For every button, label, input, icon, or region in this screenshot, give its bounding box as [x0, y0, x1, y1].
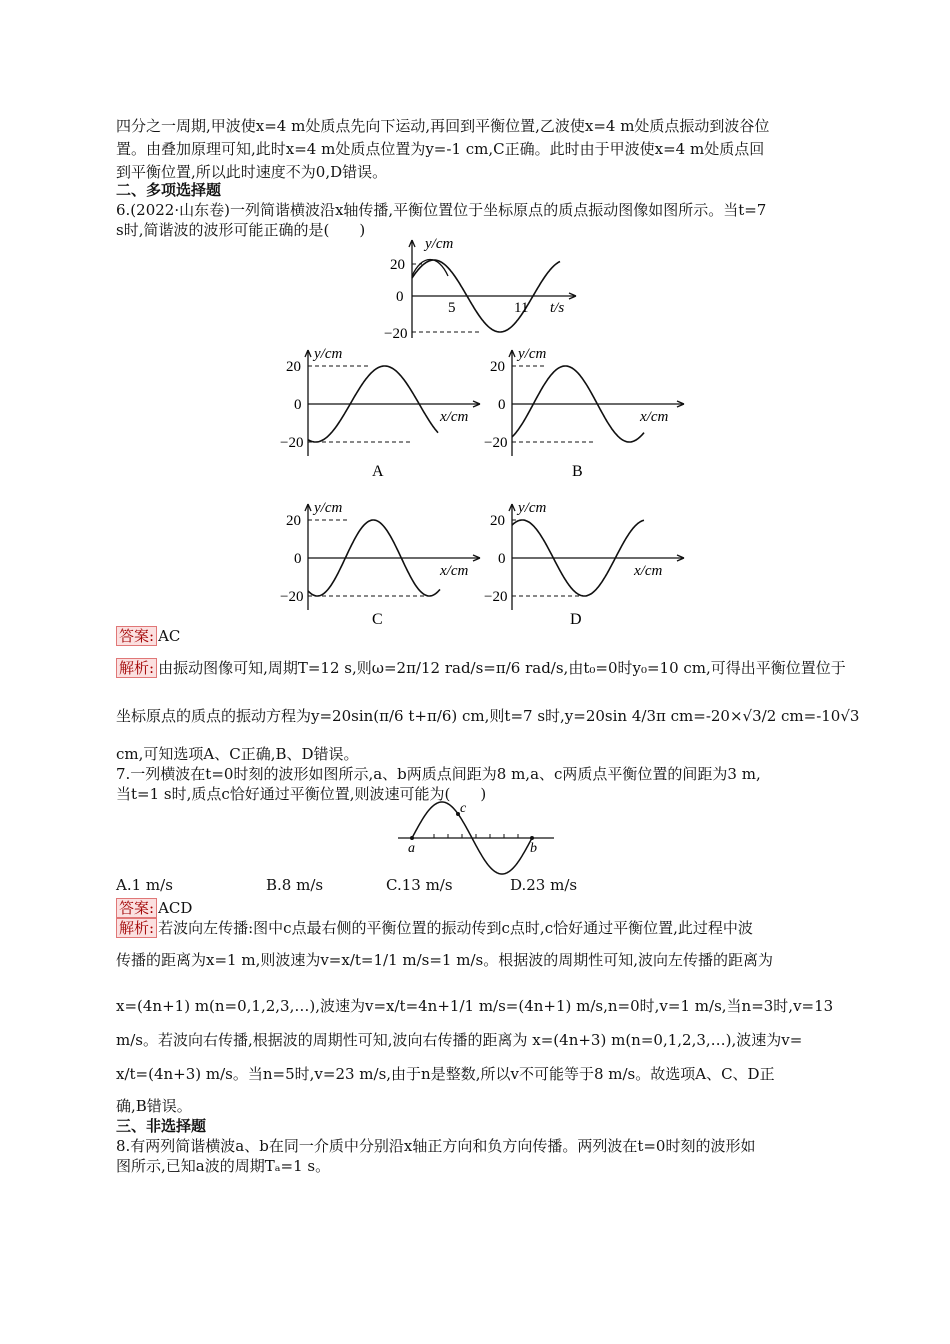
q7-analysis-line: 解析: 若波向左传播:图中c点最右侧的平衡位置的振动传到c点时,c恰好通过平衡位置,此过程中波 — [116, 918, 753, 938]
question-8-line: 图所示,已知a波的周期Tₐ=1 s。 — [116, 1157, 331, 1175]
wave-graph-b — [484, 344, 694, 484]
point-label: a — [408, 841, 415, 856]
wave-tick-y: −20 — [280, 435, 304, 451]
wave-tick-y: 20 — [286, 513, 301, 529]
wave-y-label: y/cm — [518, 500, 547, 516]
q6-analysis-line: 解析: 由振动图像可知,周期T=12 s,则ω=2π/12 rad/s=π/6 rad/s,由t₀=0时y₀=10 cm,可得出平衡位置位于 — [116, 658, 846, 678]
vib-tick-x: 11 — [514, 300, 529, 316]
question-6-line: s时,简谐波的波形可能正确的是( ) — [116, 221, 366, 239]
section-title: 二、多项选择题 — [116, 181, 222, 199]
question-6-line: 6.(2022·山东卷)一列简谐横波沿x轴传播,平衡位置位于坐标原点的质点振动图像如图所示。当t=7 — [116, 201, 767, 219]
vib-tick-y: 0 — [396, 289, 404, 305]
q6-answer — [116, 626, 180, 646]
wave-tick-y: −20 — [280, 589, 304, 605]
vib-x-label: t/s — [550, 300, 565, 316]
wave-tick-y: 0 — [498, 397, 506, 413]
q7-analysis-line: 传播的距离为x=1 m,则波速为v=x/t=1/1 m/s=1 m/s。根据波的周期性可知,波向左传播的距离为 — [116, 951, 773, 969]
wave-tick-y: 0 — [294, 397, 302, 413]
answer-tag: 答案: — [116, 898, 157, 918]
option-c: C.13 m/s — [386, 876, 453, 894]
vib-tick-y: −20 — [384, 326, 408, 342]
option-label: A — [372, 463, 384, 480]
question-7-line: 当t=1 s时,质点c恰好通过平衡位置,则波速可能为( ) — [116, 785, 487, 803]
wave-tick-y: 20 — [490, 359, 505, 375]
q7-wave-figure — [392, 800, 562, 876]
wave-y-label: y/cm — [314, 346, 343, 362]
intro-line: 置。由叠加原理可知,此时x=4 m处质点位置为y=-1 cm,C正确。此时由于甲波使x=4 m处质点回 — [116, 140, 765, 158]
point-label: b — [530, 841, 537, 856]
q6-analysis-line: cm,可知选项A、C正确,B、D错误。 — [116, 745, 359, 763]
wave-tick-y: −20 — [484, 589, 508, 605]
question-8-line: 8.有两列简谐横波a、b在同一介质中分别沿x轴正方向和负方向传播。两列波在t=0时刻的波形如 — [116, 1137, 756, 1155]
answer-text: ACD — [158, 899, 193, 917]
wave-x-label: x/cm — [440, 563, 469, 579]
wave-x-label: x/cm — [640, 409, 669, 425]
q7-analysis-line: x/t=(4n+3) m/s。当n=5时,v=23 m/s,由于n是整数,所以v不可能等于8 m/s。故选项A、C、D正 — [116, 1065, 775, 1083]
wave-y-label: y/cm — [314, 500, 343, 516]
q6-analysis-line: 坐标原点的质点的振动方程为y=20sin(π/6 t+π/6) cm,则t=7 s时,y=20sin 4/3π cm=-20×√3/2 cm=-10√3 — [116, 707, 860, 725]
vib-tick-x: 5 — [448, 300, 456, 316]
analysis-tag: 解析: — [116, 658, 157, 678]
option-label: B — [572, 463, 583, 480]
question-7-line: 7.一列横波在t=0时刻的波形如图所示,a、b两质点间距为8 m,a、c两质点平衡位置的间距为3 m, — [116, 765, 761, 783]
wave-graph-c — [280, 498, 490, 638]
analysis-tag: 解析: — [116, 918, 157, 938]
wave-graph-a — [280, 344, 490, 484]
wave-y-label: y/cm — [518, 346, 547, 362]
answer-tag: 答案: — [116, 626, 157, 646]
vib-tick-y: 20 — [390, 257, 405, 273]
q7-analysis-line: m/s。若波向右传播,根据波的周期性可知,波向右传播的距离为 x=(4n+3) m(n=0,1,2,3,…),波速为v= — [116, 1031, 803, 1049]
wave-x-label: x/cm — [634, 563, 663, 579]
point-label: c — [460, 801, 467, 816]
wave-x-label: x/cm — [440, 409, 469, 425]
wave-graph-d — [484, 498, 694, 638]
vibration-graph — [370, 232, 590, 344]
q7-answer — [116, 898, 192, 918]
section-title: 三、非选择题 — [116, 1117, 207, 1135]
vib-y-label: y/cm — [425, 236, 454, 252]
wave-tick-y: 0 — [294, 551, 302, 567]
option-b: B.8 m/s — [266, 876, 324, 894]
option-d: D.23 m/s — [510, 876, 578, 894]
option-a: A.1 m/s — [116, 876, 173, 894]
q7-analysis-line: x=(4n+1) m(n=0,1,2,3,…),波速为v=x/t=4n+1/1 m/s=(4n+1) m/s,n=0时,v=1 m/s,当n=3时,v=13 — [116, 997, 834, 1015]
wave-tick-y: 20 — [490, 513, 505, 529]
wave-tick-y: 20 — [286, 359, 301, 375]
option-label: C — [372, 611, 383, 628]
answer-text: AC — [158, 627, 181, 645]
wave-tick-y: −20 — [484, 435, 508, 451]
q7-analysis-line: 确,B错误。 — [116, 1097, 192, 1115]
wave-tick-y: 0 — [498, 551, 506, 567]
intro-line: 四分之一周期,甲波使x=4 m处质点先向下运动,再回到平衡位置,乙波使x=4 m处质点振动到波谷位 — [116, 117, 770, 135]
intro-line: 到平衡位置,所以此时速度不为0,D错误。 — [116, 163, 388, 181]
option-label: D — [570, 611, 582, 628]
